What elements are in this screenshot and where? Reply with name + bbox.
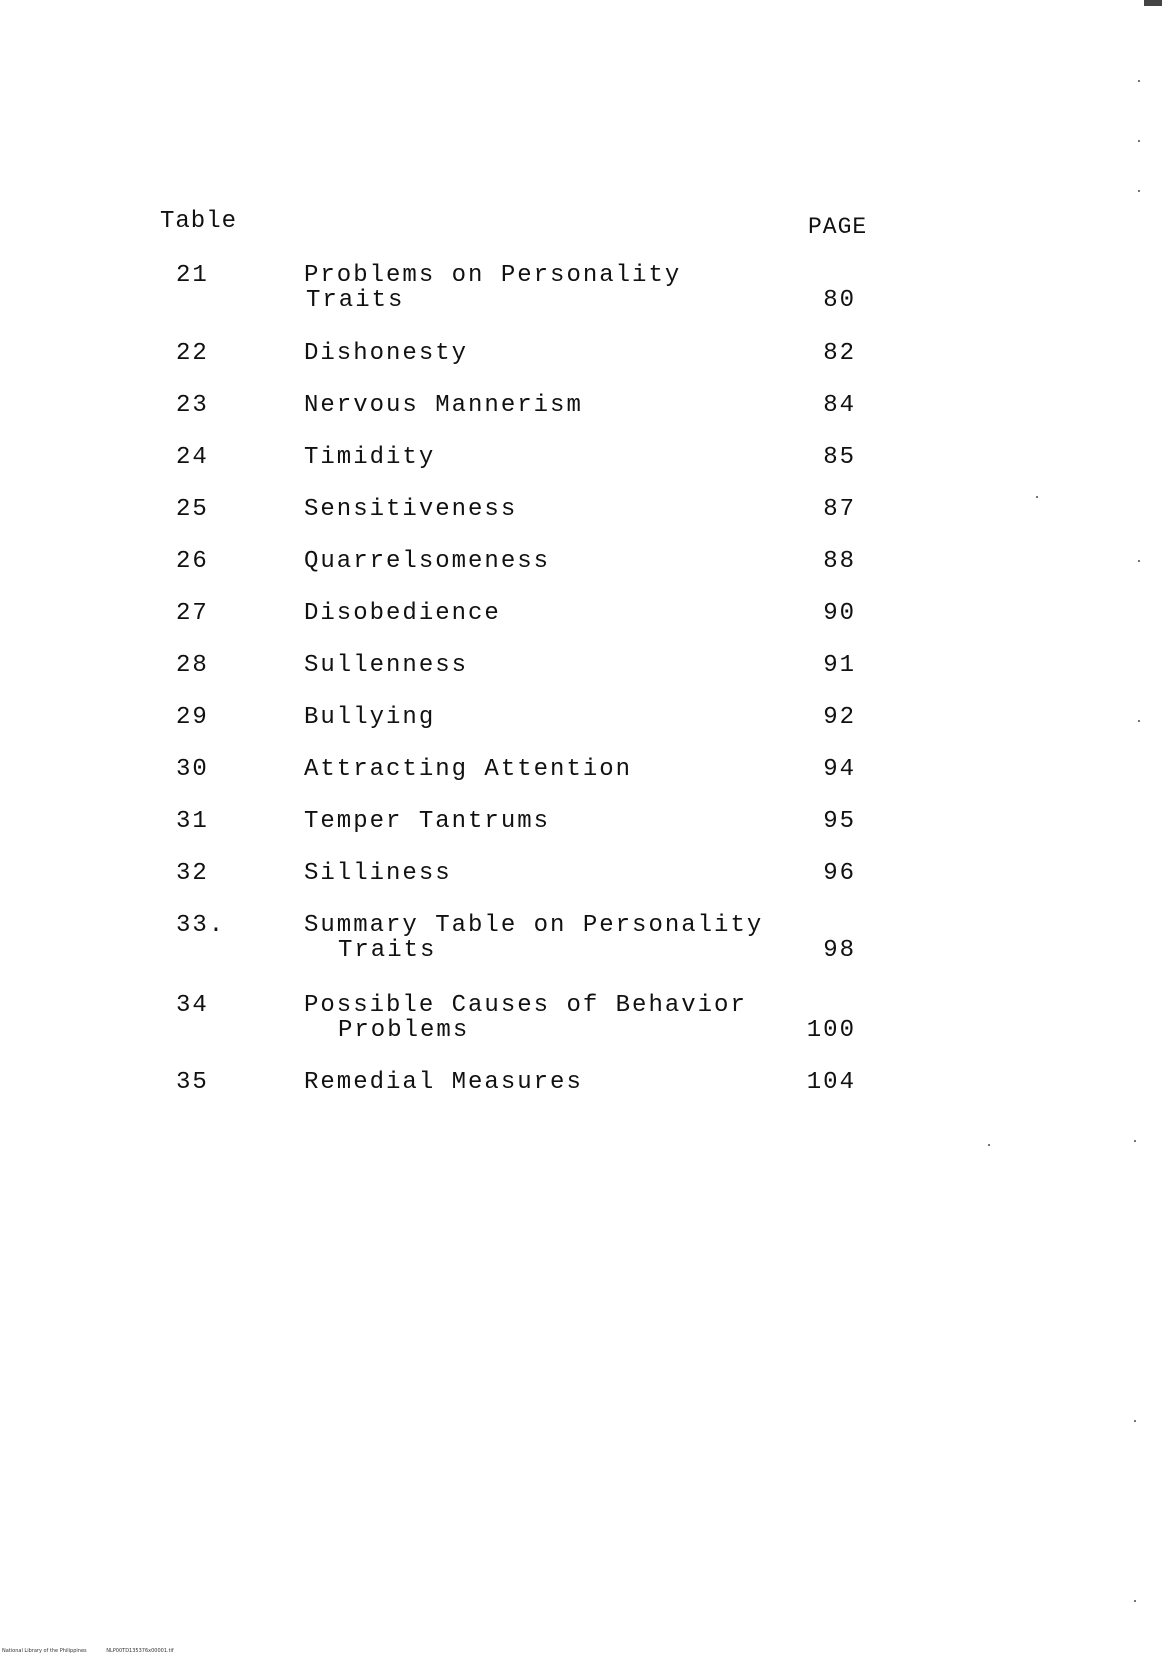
- entry-page: 82: [823, 340, 856, 367]
- scan-speck: [1134, 1420, 1136, 1422]
- entry-number: 22: [176, 340, 209, 367]
- entry-title: Dishonesty: [304, 340, 469, 367]
- scan-speck: [1138, 140, 1140, 142]
- entry-title: Timidity: [304, 444, 436, 471]
- entry-page: 100: [806, 1017, 856, 1044]
- entry-page: 92: [823, 704, 856, 731]
- entry-page: 87: [823, 496, 856, 523]
- entry-page: 104: [806, 1069, 856, 1096]
- scan-speck: [988, 1144, 990, 1146]
- entry-page: 94: [823, 756, 856, 783]
- scan-speck: [1138, 720, 1140, 722]
- entry-page: 98: [823, 937, 856, 964]
- scan-speck: [1134, 1600, 1136, 1602]
- entry-title: Disobedience: [304, 600, 501, 627]
- entry-title: Attracting Attention: [304, 756, 633, 783]
- entry-number: 33.: [176, 912, 226, 939]
- entry-page: 80: [823, 287, 856, 314]
- entry-number: 29: [176, 704, 209, 731]
- entry-number: 26: [176, 548, 209, 575]
- scan-speck: [1134, 1140, 1136, 1142]
- entry-title: Sullenness: [304, 652, 469, 679]
- entry-title: Remedial Measures: [304, 1069, 583, 1096]
- entry-number: 31: [176, 808, 209, 835]
- entry-title: Temper Tantrums: [304, 808, 551, 835]
- entry-title-continued: Traits: [338, 937, 437, 964]
- entry-number: 25: [176, 496, 209, 523]
- entry-number: 34: [176, 992, 209, 1019]
- entry-title: Sensitiveness: [304, 496, 518, 523]
- entry-page: 90: [823, 600, 856, 627]
- footer-library: National Library of the Philippines: [2, 1648, 87, 1654]
- entry-title: Silliness: [304, 860, 452, 887]
- entry-number: 28: [176, 652, 209, 679]
- entry-number: 32: [176, 860, 209, 887]
- scan-speck: [1138, 560, 1140, 562]
- entry-number: 30: [176, 756, 209, 783]
- entry-title: Summary Table on Personality: [304, 912, 764, 939]
- entry-number: 24: [176, 444, 209, 471]
- entry-title-continued: Traits: [306, 287, 405, 314]
- scan-corner-mark: [1144, 0, 1162, 6]
- footer-file-id: NLP00TD135376x00001.tif: [106, 1648, 174, 1654]
- entry-page: 85: [823, 444, 856, 471]
- entry-number: 35: [176, 1069, 209, 1096]
- scan-footer: [2, 1648, 174, 1654]
- entry-title-continued: Problems: [338, 1017, 470, 1044]
- entry-title: Bullying: [304, 704, 436, 731]
- entry-page: 84: [823, 392, 856, 419]
- entry-title: Problems on Personality: [304, 262, 682, 289]
- entry-number: 21: [176, 262, 209, 289]
- scan-speck: [1138, 80, 1140, 82]
- entry-title: Quarrelsomeness: [304, 548, 551, 575]
- entry-page: 88: [823, 548, 856, 575]
- entry-page: 91: [823, 652, 856, 679]
- scan-speck: [1138, 190, 1140, 192]
- entry-page: 95: [823, 808, 856, 835]
- scan-speck: [1036, 496, 1038, 498]
- entry-page: 96: [823, 860, 856, 887]
- column-header-table: Table: [160, 208, 238, 235]
- entry-number: 23: [176, 392, 209, 419]
- entry-title: Possible Causes of Behavior: [304, 992, 747, 1019]
- column-header-page: PAGE: [808, 214, 868, 240]
- entry-number: 27: [176, 600, 209, 627]
- entry-title: Nervous Mannerism: [304, 392, 583, 419]
